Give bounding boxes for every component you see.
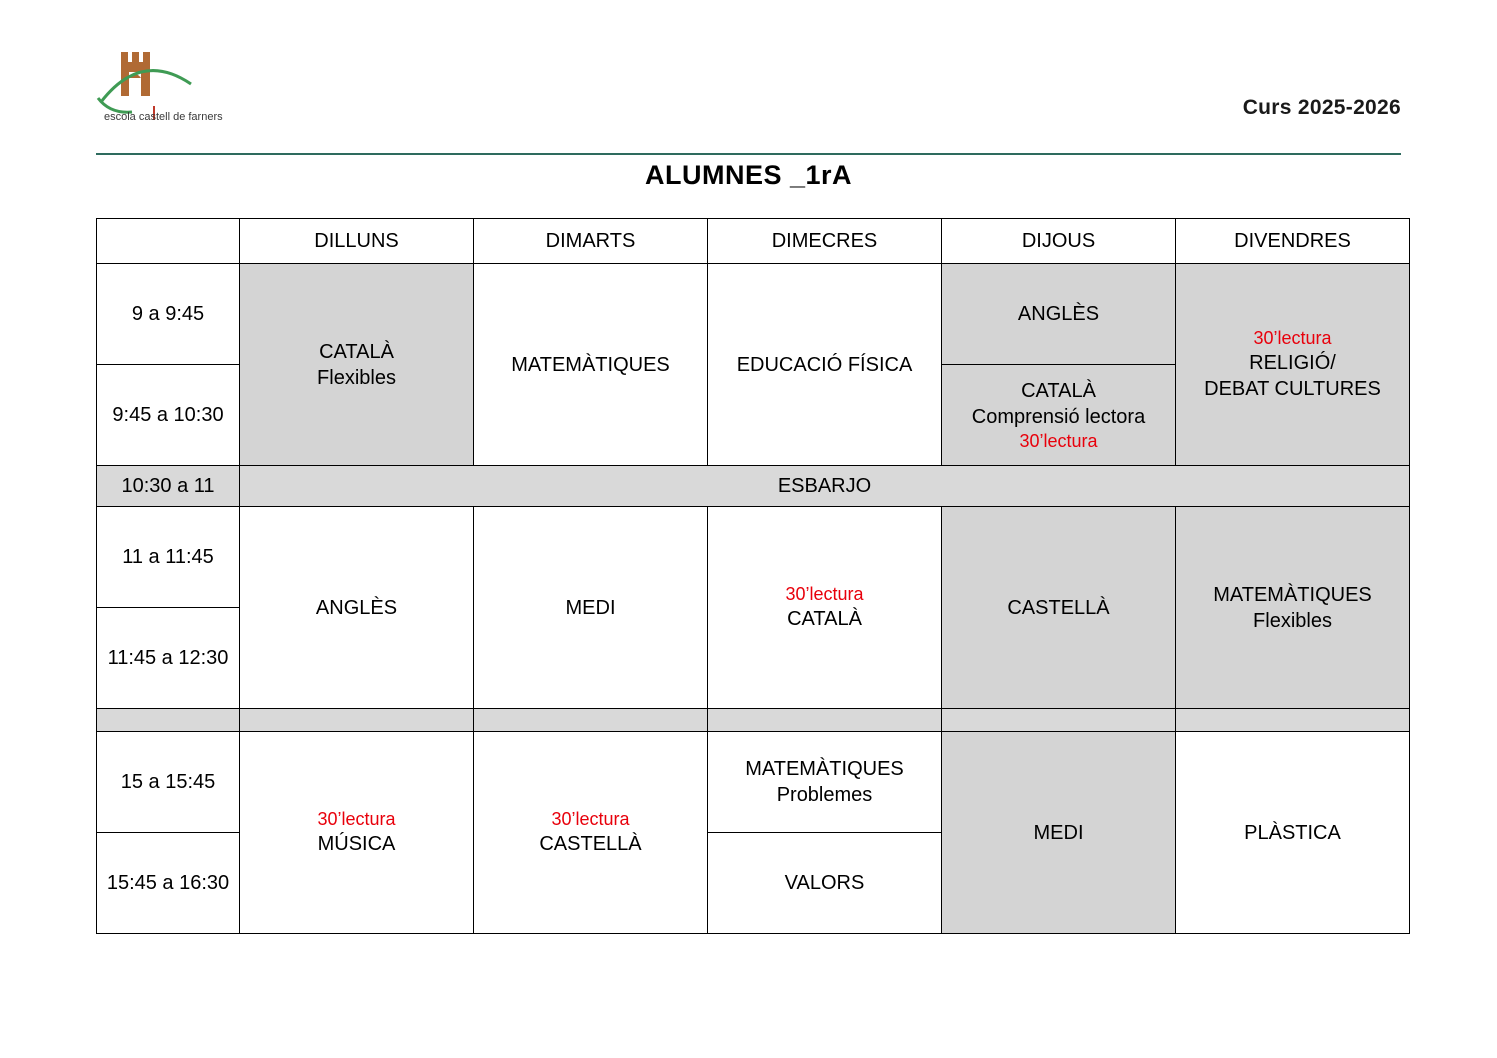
cell-friday-midday-note: Flexibles — [1253, 609, 1332, 632]
day-header-dimecres: DIMECRES — [708, 219, 942, 264]
logo-text: escola castell de farners — [104, 111, 223, 123]
table-row — [97, 507, 1410, 608]
cell-monday-midday-subject: ANGLÈS — [315, 596, 398, 619]
cell-thursday-midday-subject: CASTELLÀ — [1007, 596, 1110, 619]
cell-break-esbarjo: ESBARJO — [240, 466, 1410, 507]
cell-thursday-slot2-subject: CATALÀ — [1021, 379, 1096, 402]
day-header-dijous: DIJOUS — [942, 219, 1176, 264]
lunch-spacer-tue — [474, 709, 708, 732]
cell-wednesday-slot5 — [708, 732, 942, 833]
cell-friday-morning-lectura: 30’lectura — [1253, 328, 1332, 349]
cell-thursday-slot2-note: Comprensió lectora — [971, 405, 1146, 428]
cell-friday-morning — [1176, 264, 1410, 466]
cell-monday-afternoon — [240, 732, 474, 934]
day-header-dimarts: DIMARTS — [474, 219, 708, 264]
cell-wednesday-slot5-note: Problemes — [776, 784, 873, 806]
cell-wednesday-morning — [708, 264, 942, 466]
cell-tuesday-afternoon-lectura: 30’lectura — [551, 809, 630, 830]
time-slot-4: 11:45 a 12:30 — [97, 608, 240, 709]
cell-monday-morning-subject: CATALÀ — [319, 340, 394, 363]
page-header — [96, 34, 1401, 130]
cell-friday-morning-subject-1: RELIGIÓ/ — [1249, 351, 1336, 374]
schedule-table — [96, 218, 1410, 934]
cell-tuesday-afternoon-subject: CASTELLÀ — [539, 832, 642, 855]
header-divider — [96, 153, 1401, 155]
day-header-dilluns: DILLUNS — [240, 219, 474, 264]
cell-tuesday-midday-subject: MEDI — [565, 596, 616, 619]
lunch-spacer-mon — [240, 709, 474, 732]
cell-wednesday-morning-subject: EDUCACIÓ FÍSICA — [736, 353, 913, 376]
lunch-spacer-time — [97, 709, 240, 732]
cell-friday-midday-subject: MATEMÀTIQUES — [1213, 583, 1372, 606]
time-slot-6: 15:45 a 16:30 — [97, 833, 240, 934]
cell-thursday-midday — [942, 507, 1176, 709]
cell-tuesday-morning-subject: MATEMÀTIQUES — [511, 353, 670, 376]
cell-friday-morning-subject-2: DEBAT CULTURES — [1204, 377, 1381, 400]
school-logo — [96, 34, 271, 124]
cell-monday-afternoon-subject: MÚSICA — [317, 832, 396, 855]
cell-friday-afternoon-subject: PLÀSTICA — [1244, 821, 1341, 844]
time-slot-2: 9:45 a 10:30 — [97, 365, 240, 466]
cell-tuesday-afternoon — [474, 732, 708, 934]
cell-thursday-slot1 — [942, 264, 1176, 365]
lunch-spacer-thu — [942, 709, 1176, 732]
cell-wednesday-slot5-subject: MATEMÀTIQUES — [745, 758, 904, 780]
page-title: ALUMNES _1rA — [644, 160, 853, 190]
cell-thursday-slot1-subject: ANGLÈS — [1017, 303, 1100, 325]
cell-friday-midday — [1176, 507, 1410, 709]
table-row-break — [97, 466, 1410, 507]
lunch-spacer-fri — [1176, 709, 1410, 732]
time-slot-3: 11 a 11:45 — [97, 507, 240, 608]
cell-monday-morning-note: Flexibles — [317, 366, 396, 389]
cell-tuesday-midday — [474, 507, 708, 709]
cell-thursday-afternoon-subject: MEDI — [1033, 821, 1084, 844]
table-row — [97, 732, 1410, 833]
time-slot-break: 10:30 a 11 — [97, 466, 240, 507]
time-slot-1: 9 a 9:45 — [97, 264, 240, 365]
cell-thursday-afternoon — [942, 732, 1176, 934]
table-row-lunch-spacer — [97, 709, 1410, 732]
cell-wednesday-midday-subject: CATALÀ — [787, 607, 862, 630]
cell-wednesday-slot6-subject: VALORS — [784, 872, 865, 894]
table-row — [97, 264, 1410, 365]
day-header-divendres: DIVENDRES — [1176, 219, 1410, 264]
cell-thursday-slot2 — [942, 365, 1176, 466]
course-year-label: Curs 2025-2026 — [1242, 96, 1401, 119]
cell-wednesday-slot6 — [708, 833, 942, 934]
lunch-spacer-wed — [708, 709, 942, 732]
cell-monday-morning — [240, 264, 474, 466]
table-header-row — [97, 219, 1410, 264]
cell-thursday-slot2-lectura: 30’lectura — [1019, 430, 1098, 451]
cell-monday-midday — [240, 507, 474, 709]
cell-monday-afternoon-lectura: 30’lectura — [317, 809, 396, 830]
cell-tuesday-morning — [474, 264, 708, 466]
time-slot-5: 15 a 15:45 — [97, 732, 240, 833]
cell-wednesday-midday — [708, 507, 942, 709]
cell-friday-afternoon — [1176, 732, 1410, 934]
schedule-table-container — [96, 218, 1410, 934]
cell-wednesday-midday-lectura: 30’lectura — [785, 584, 864, 605]
corner-blank-cell — [97, 219, 240, 264]
